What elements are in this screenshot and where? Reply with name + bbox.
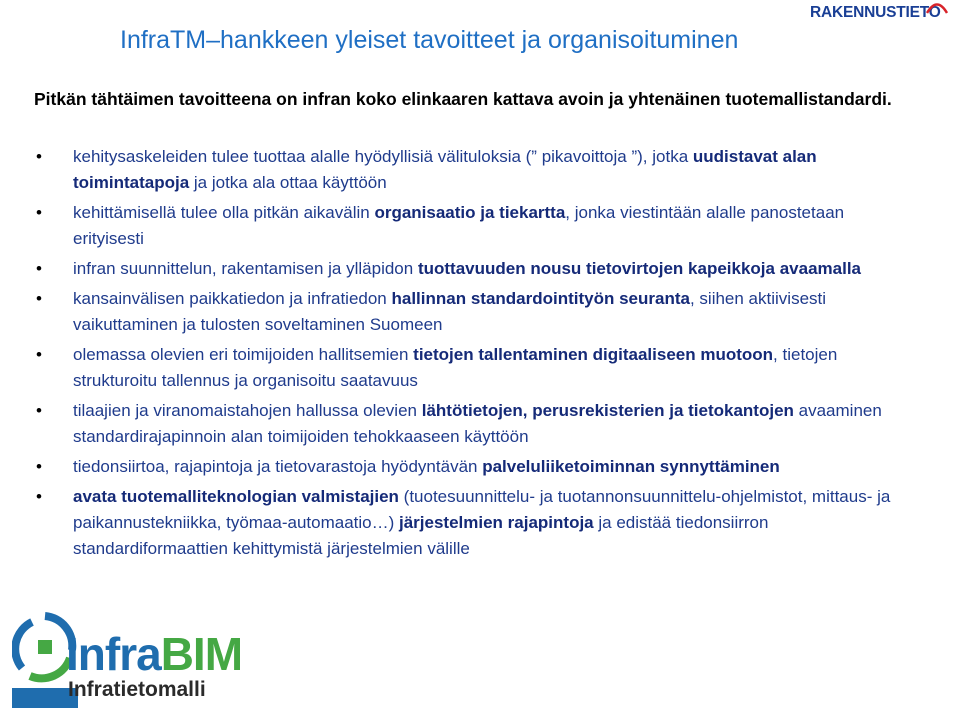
infrabim-logo: [12, 610, 282, 718]
bullet-emphasis: avata tuotemalliteknologian valmistajien: [73, 487, 399, 506]
bullet-item: [36, 454, 916, 480]
intro-text: Pitkän tähtäimen tavoitteena on infran koko elinkaaren kattava avoin ja yhtenäinen tuotemallistandardi.: [34, 89, 892, 109]
bullet-emphasis: lähtötietojen, perusrekisterien ja tietokantojen: [421, 401, 794, 420]
brand-arc-icon: [926, 2, 948, 14]
bullet-text: tiedonsiirtoa, rajapintoja ja tietovarastoja hyödyntävän: [73, 457, 483, 476]
bullet-text: infran suunnittelun, rakentamisen ja ylläpidon: [73, 259, 418, 278]
bullet-text: , jonka viestintään alalle panostetaan erityisesti: [73, 203, 845, 248]
rakennustieto-logo: [810, 4, 952, 26]
bullet-text: olemassa olevien eri toimijoiden hallitsemien: [73, 345, 414, 364]
bullet-emphasis: hallinnan standardointityön seuranta: [391, 289, 690, 308]
bullet-text: avaaminen standardirajapinnoin alan toimijoiden tehokkaaseen käyttöön: [73, 401, 882, 446]
slide-title: InfraTM–hankkeen yleiset tavoitteet ja organisoituminen: [120, 26, 739, 54]
bullet-list: [36, 144, 916, 566]
bullet-text: kehitysaskeleiden tulee tuottaa alalle hyödyllisiä välituloksia (” pikavoittoja ”), jotka: [73, 147, 693, 166]
bullet-emphasis: järjestelmien rajapintoja: [399, 513, 594, 532]
bullet-item: [36, 200, 916, 252]
bullet-item: [36, 256, 916, 282]
bullet-item: [36, 286, 916, 338]
bullet-text: kansainvälisen paikkatiedon ja infratiedon: [73, 289, 392, 308]
logo-subtitle: Infratietomalli: [68, 678, 206, 701]
bullet-item: [36, 144, 916, 196]
bullet-text: ja edistää tiedonsiirron standardiformaattien kehittymistä järjestelmien välille: [73, 513, 769, 558]
bullet-item: [36, 342, 916, 394]
bullet-text: , tietojen strukturoitu tallennus ja organisoitu saatavuus: [73, 345, 838, 390]
bullet-text: ja jotka ala ottaa käyttöön: [189, 173, 387, 192]
bullet-emphasis: tuottavuuden nousu tietovirtojen kapeikkoja avaamalla: [417, 259, 861, 278]
bullet-emphasis: palveluliiketoiminnan synnyttäminen: [482, 457, 780, 476]
bullet-text: , siihen aktiivisesti vaikuttaminen ja tulosten soveltaminen Suomeen: [73, 289, 827, 334]
bullet-emphasis: tietojen tallentaminen digitaaliseen muotoon: [413, 345, 774, 364]
bullet-emphasis: organisaatio ja tiekartta: [374, 203, 566, 222]
bullet-text: kehittämisellä tulee olla pitkän aikavälin: [73, 203, 375, 222]
brand-name: RAKENNUSTIETO: [810, 4, 941, 21]
bullet-text: (tuotesuunnittelu- ja tuotannonsuunnittelu-ohjelmistot, mittaus- ja paikannustekniikka, työmaa-automaatio…): [73, 487, 891, 532]
bullet-text: tilaajien ja viranomaistahojen hallussa olevien: [73, 401, 422, 420]
bullet-item: [36, 398, 916, 450]
logo-name: InfraBIM: [66, 628, 243, 680]
bullet-item: [36, 484, 916, 562]
bullet-emphasis: uudistavat alan toimintatapoja: [73, 147, 817, 192]
